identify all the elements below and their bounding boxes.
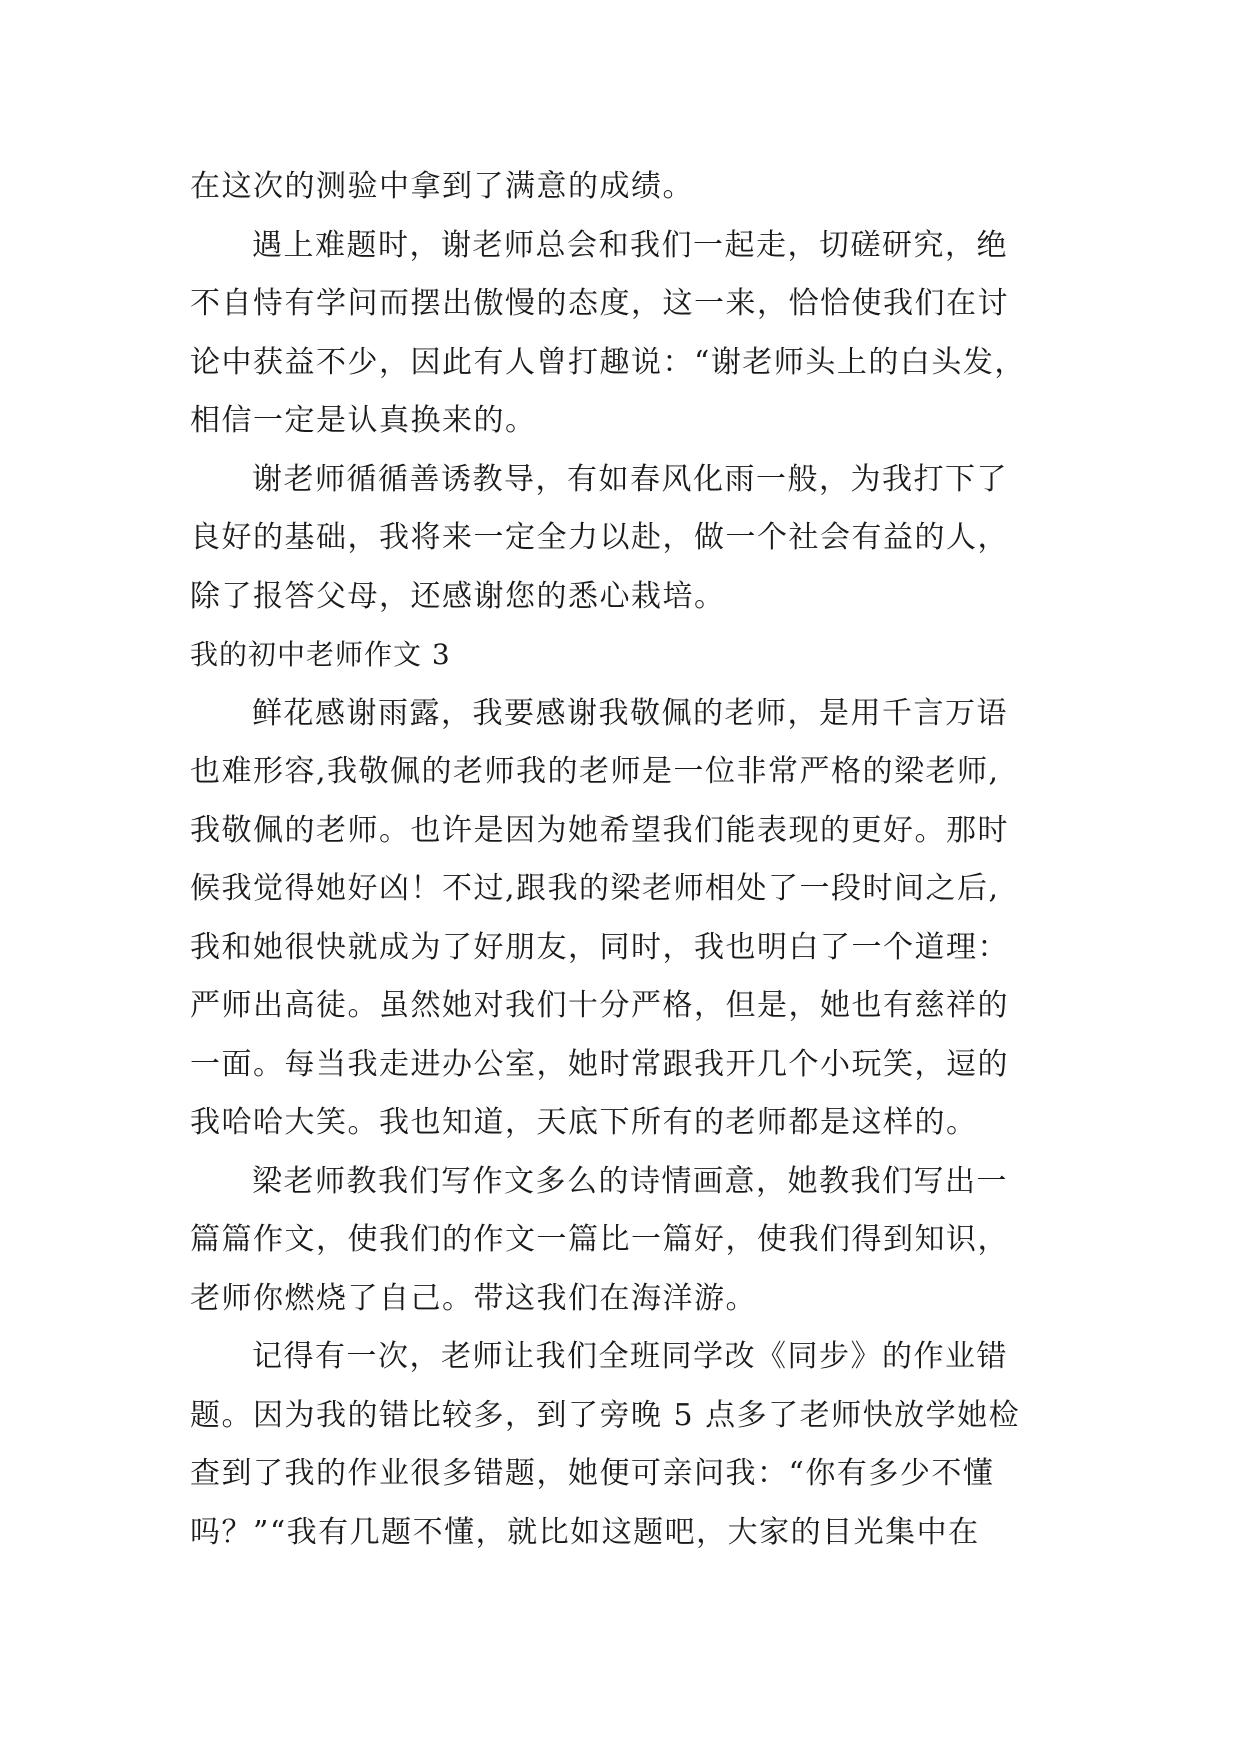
paragraph-line: 谢老师循循善诱教导，有如春风化雨一般，为我打下了 xyxy=(252,461,1008,497)
section-heading xyxy=(190,626,1050,685)
paragraph xyxy=(190,217,1050,451)
paragraph-line: 论中获益不少，因此有人曾打趣说：“谢老师头上的白头发， xyxy=(190,344,1026,380)
paragraph-line: 题。因为我的错比较多，到了旁晚 5 点多了老师快放学她检 xyxy=(190,1397,1021,1433)
paragraph-line: 我和她很快就成为了好朋友，同时，我也明白了一个道理： xyxy=(190,929,1009,965)
heading-text: 我的初中老师作文 3 xyxy=(190,638,451,671)
paragraph-line: 我哈哈大笑。我也知道，天底下所有的老师都是这样的。 xyxy=(190,1105,978,1140)
paragraph xyxy=(190,158,1050,217)
paragraph xyxy=(190,1153,1050,1329)
document-body xyxy=(190,158,1050,1562)
paragraph-line: 也难形容,我敬佩的老师我的老师是一位非常严格的梁老师, xyxy=(190,754,1000,789)
paragraph-line: 老师你燃烧了自己。带这我们在海洋游。 xyxy=(190,1280,757,1316)
paragraph-line: 吗？”“我有几题不懂，就比如这题吧，大家的目光集中在 xyxy=(190,1514,980,1550)
paragraph-line: 遇上难题时，谢老师总会和我们一起走，切磋研究，绝 xyxy=(252,227,1008,263)
paragraph-line: 除了报答父母，还感谢您的悉心栽培。 xyxy=(190,578,726,614)
paragraph-line: 相信一定是认真换来的。 xyxy=(190,403,537,438)
paragraph-line: 我敬佩的老师。也许是因为她希望我们能表现的更好。那时 xyxy=(190,812,1009,848)
paragraph xyxy=(190,451,1050,627)
paragraph xyxy=(190,685,1050,1153)
paragraph-line: 记得有一次，老师让我们全班同学改《同步》的作业错 xyxy=(252,1339,1008,1374)
paragraph-line: 查到了我的作业很多错题，她便可亲问我：“你有多少不懂 xyxy=(190,1456,995,1491)
paragraph-line: 鲜花感谢雨露，我要感谢我敬佩的老师，是用千言万语 xyxy=(252,695,1008,731)
paragraph xyxy=(190,1328,1050,1562)
paragraph-line: 严师出高徒。虽然她对我们十分严格，但是，她也有慈祥的 xyxy=(190,988,1009,1023)
paragraph-line: 不自恃有学问而摆出傲慢的态度，这一来，恰恰使我们在讨 xyxy=(190,286,1009,321)
paragraph-line: 梁老师教我们写作文多么的诗情画意，她教我们写出一 xyxy=(252,1163,1008,1199)
paragraph-line: 篇篇作文，使我们的作文一篇比一篇好，使我们得到知识， xyxy=(190,1222,1009,1257)
paragraph-line: 候我觉得她好凶！不过,跟我的梁老师相处了一段时间之后, xyxy=(190,871,1000,906)
paragraph-line: 一面。每当我走进办公室，她时常跟我开几个小玩笑，逗的 xyxy=(190,1046,1009,1082)
paragraph-line: 良好的基础，我将来一定全力以赴，做一个社会有益的人， xyxy=(190,520,1009,555)
paragraph-line: 在这次的测验中拿到了满意的成绩。 xyxy=(190,169,694,204)
